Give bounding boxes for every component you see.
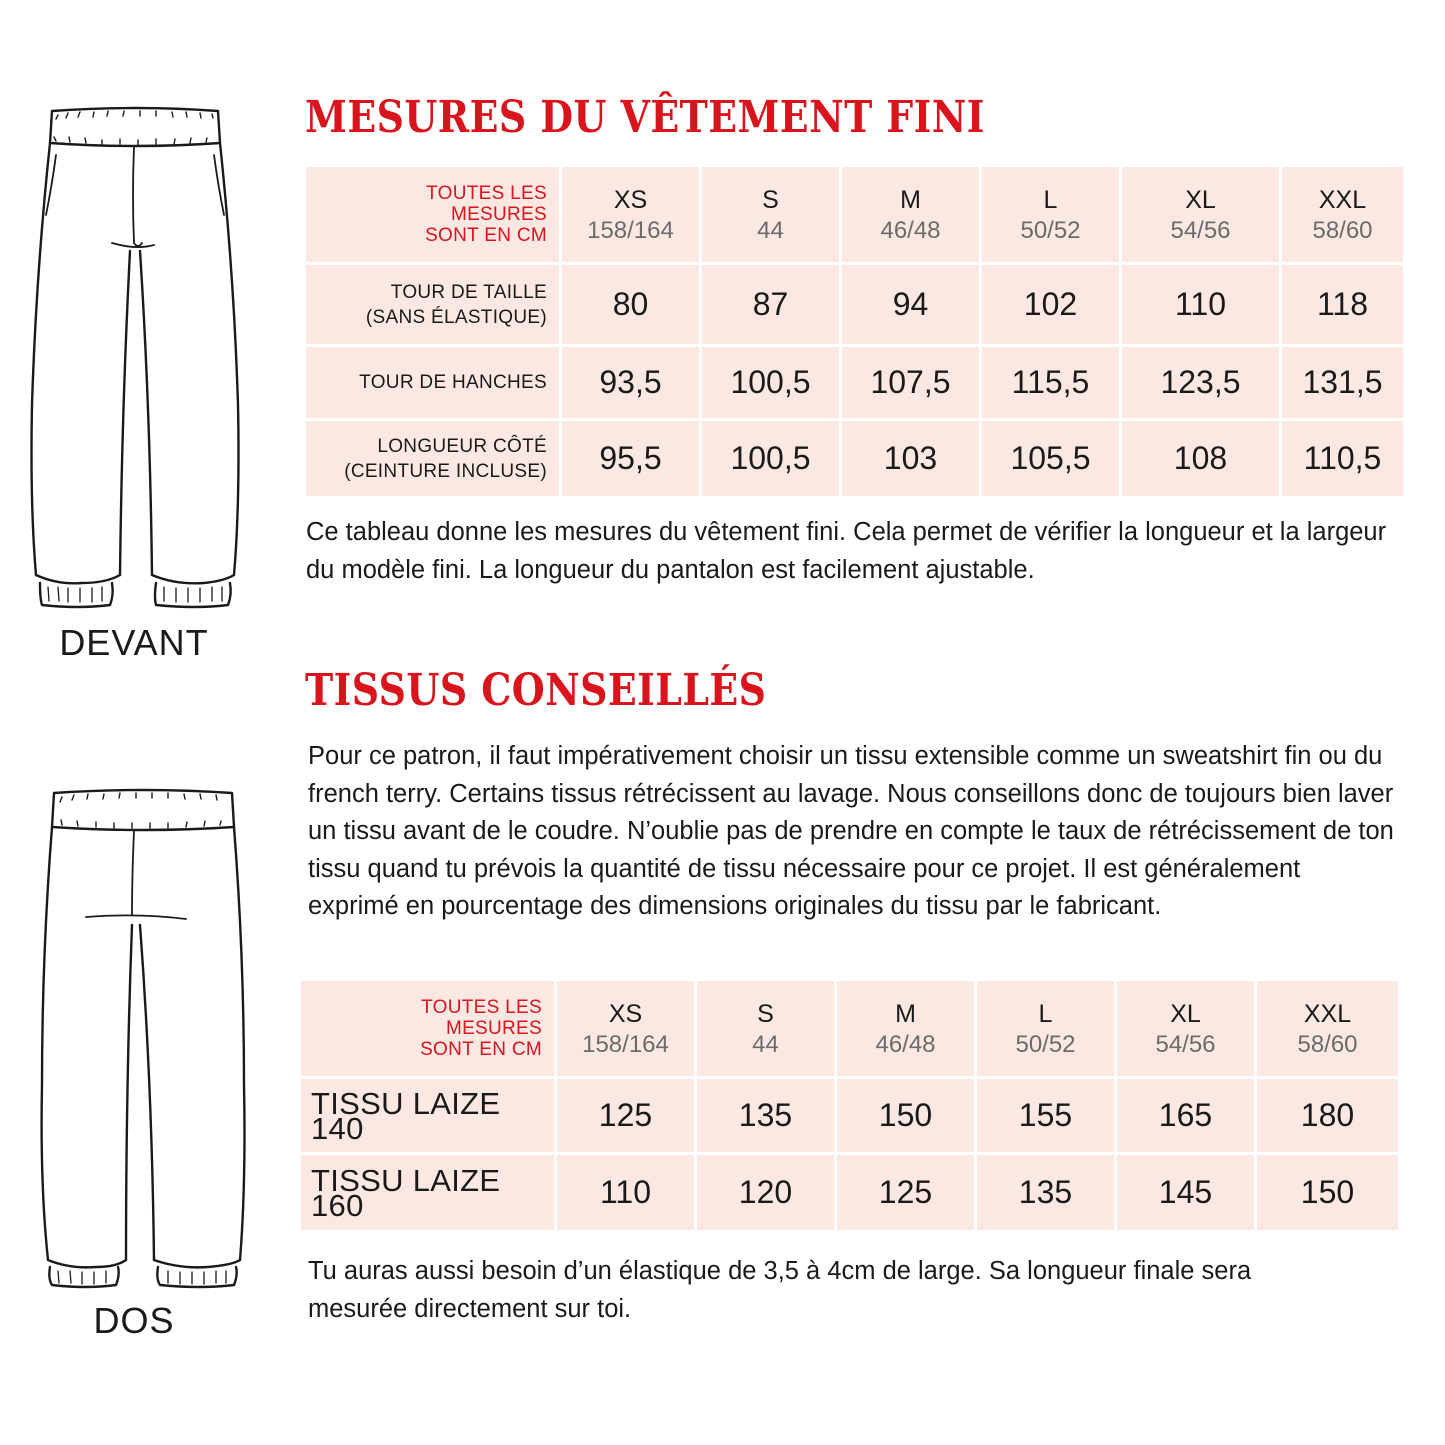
table-row (300, 1154, 1400, 1232)
size-header-row (300, 980, 1400, 1078)
finished-measurements-title: MESURES DU VÊTEMENT FINI (305, 92, 985, 143)
front-label: DEVANT (59, 622, 209, 663)
value-cell: 102 (981, 264, 1121, 346)
value-cell: 135 (976, 1154, 1116, 1232)
value-cell: 131,5 (1281, 346, 1405, 420)
size-header-cell: L 50/52 (976, 980, 1116, 1078)
table-row (305, 264, 1405, 346)
value-cell: 110 (556, 1154, 696, 1232)
value-cell: 110 (1121, 264, 1281, 346)
back-pants-illustration (36, 785, 251, 1295)
size-header-cell: M 46/48 (841, 166, 981, 264)
value-cell: 110,5 (1281, 420, 1405, 498)
value-cell: 80 (561, 264, 701, 346)
value-cell: 103 (841, 420, 981, 498)
value-cell: 105,5 (981, 420, 1121, 498)
size-header-cell: L 50/52 (981, 166, 1121, 264)
unit-note: TOUTES LES MESURES SONT EN CM (305, 166, 561, 264)
size-header-cell: S 44 (696, 980, 836, 1078)
back-label: DOS (93, 1300, 175, 1341)
front-pants-illustration (28, 105, 243, 615)
value-cell: 180 (1256, 1078, 1400, 1154)
row-label: LONGUEUR CÔTÉ (CEINTURE INCLUSE) (305, 420, 561, 498)
row-label: TISSU LAIZE 140 (300, 1078, 556, 1154)
value-cell: 87 (701, 264, 841, 346)
row-label: TISSU LAIZE 160 (300, 1154, 556, 1232)
unit-note: TOUTES LES MESURES SONT EN CM (300, 980, 556, 1078)
value-cell: 145 (1116, 1154, 1256, 1232)
value-cell: 115,5 (981, 346, 1121, 420)
value-cell: 150 (1256, 1154, 1400, 1232)
value-cell: 118 (1281, 264, 1405, 346)
fabric-intro-text: Pour ce patron, il faut impérativement choisir un tissu extensible comme un sweatshirt fin ou du french terry. Certains tissus rétrécissent au lavage. Nous conseillons donc de toujours bien laver un tissu avant de le coudre. N’oublie pas de prendre en compte le taux de rétrécissement de ton tissu quand tu prévois la quantité de tissu nécessaire pour ce projet. Il est généralement exprimé en pourcentage des dimensions originales du tissu par le fabricant. (308, 742, 1394, 920)
value-cell: 100,5 (701, 420, 841, 498)
table-row (300, 1078, 1400, 1154)
value-cell: 100,5 (701, 346, 841, 420)
row-label: TOUR DE TAILLE (SANS ÉLASTIQUE) (305, 264, 561, 346)
size-header-cell: XL 54/56 (1116, 980, 1256, 1078)
value-cell: 125 (836, 1154, 976, 1232)
size-header-cell: XL 54/56 (1121, 166, 1281, 264)
value-cell: 93,5 (561, 346, 701, 420)
value-cell: 155 (976, 1078, 1116, 1154)
size-header-cell: XS 158/164 (556, 980, 696, 1078)
value-cell: 94 (841, 264, 981, 346)
value-cell: 150 (836, 1078, 976, 1154)
size-header-cell: XS 158/164 (561, 166, 701, 264)
finished-measurements-note: Ce tableau donne les mesures du vêtement fini. Cela permet de vérifier la longueur et la largeur du modèle fini. La longueur du pantalon est facilement ajustable. (306, 518, 1387, 584)
size-header-cell: M 46/48 (836, 980, 976, 1078)
value-cell: 95,5 (561, 420, 701, 498)
value-cell: 135 (696, 1078, 836, 1154)
size-header-cell: XXL 58/60 (1281, 166, 1405, 264)
fabric-requirements-table (298, 978, 1401, 1233)
table-row (305, 420, 1405, 498)
size-header-row (305, 166, 1405, 264)
value-cell: 107,5 (841, 346, 981, 420)
recommended-fabrics-title: TISSUS CONSEILLÉS (305, 665, 767, 716)
size-header-cell: S 44 (701, 166, 841, 264)
value-cell: 120 (696, 1154, 836, 1232)
table-row (305, 346, 1405, 420)
size-header-cell: XXL 58/60 (1256, 980, 1400, 1078)
finished-measurements-table (303, 164, 1406, 499)
row-label: TOUR DE HANCHES (305, 346, 561, 420)
value-cell: 125 (556, 1078, 696, 1154)
value-cell: 108 (1121, 420, 1281, 498)
elastic-note: Tu auras aussi besoin d’un élastique de 3,5 à 4cm de large. Sa longueur finale sera mesurée directement sur toi. (308, 1257, 1252, 1323)
value-cell: 123,5 (1121, 346, 1281, 420)
value-cell: 165 (1116, 1078, 1256, 1154)
